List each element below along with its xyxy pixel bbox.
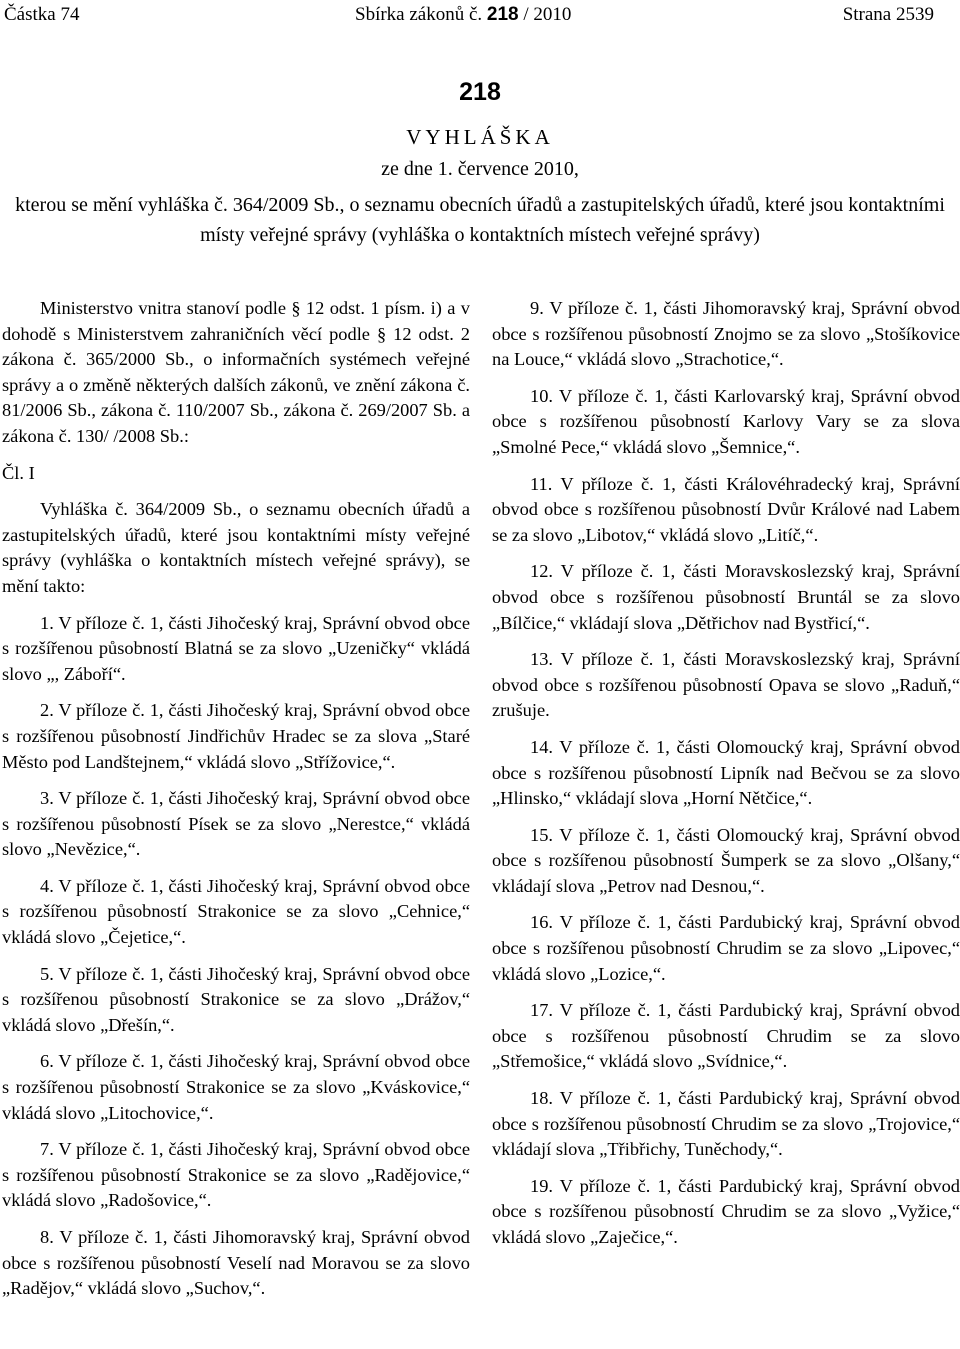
header-collection xyxy=(355,4,571,26)
left-column xyxy=(2,296,470,1313)
document-date: ze dne 1. července 2010, xyxy=(381,158,579,180)
amendment-item-1: 1. V příloze č. 1, části Jihočeský kraj, Správní obvod obce s rozšířenou působností Blatná se za slovo „Uzeničky“ vkládá slovo „, Záboří“. xyxy=(2,612,470,684)
amendment-item-13: 13. V příloze č. 1, části Moravskoslezský kraj, Správní obvod obce s rozšířenou působností Opava se slovo „Raduň,“ zrušuje. xyxy=(492,649,960,721)
amendment-item-3: 3. V příloze č. 1, části Jihočeský kraj, Správní obvod obce s rozšířenou působností Písek se za slovo „Nerestce,“ vkládá slovo „Nevězice,“. xyxy=(2,788,470,860)
header-page: Strana 2539 xyxy=(842,4,934,25)
amendment-item-10: 10. V příloze č. 1, části Karlovarský kraj, Správní obvod obce s rozšířenou působností Karlovy Vary se za slova „Smolné Pece,“ vkládá slovo „Šemnice,“. xyxy=(492,385,960,457)
intro-paragraph: Ministerstvo vnitra stanoví podle § 12 odst. 1 písm. i) a v dohodě s Ministerstvem zahraničních věcí podle § 12 odst. 2 zákona č. 365/2000 Sb., o informačních systémech veřejné správy a o změně některých dalších zákonů, ve znění zákona č. 81/2006 Sb., zákona č. 110/2007 Sb., zákona č. 269/2007 Sb. a zákona č. 130/ /2008 Sb.: xyxy=(2,298,470,446)
amendment-item-7: 7. V příloze č. 1, části Jihočeský kraj, Správní obvod obce s rozšířenou působností Strakonice se za slovo „Radějovice,“ vkládá slovo „Radošovice,“. xyxy=(2,1139,470,1211)
amendment-item-19: 19. V příloze č. 1, části Pardubický kraj, Správní obvod obce s rozšířenou působností Chrudim se za slovo „Vyžice,“ vkládá slovo „Zaječice,“. xyxy=(492,1175,960,1247)
amendment-item-4: 4. V příloze č. 1, části Jihočeský kraj, Správní obvod obce s rozšířenou působností Strakonice se za slovo „Cehnice,“ vkládá slovo „Čejetice,“. xyxy=(2,875,470,948)
document-number: 218 xyxy=(459,78,501,106)
amendment-item-17: 17. V příloze č. 1, části Pardubický kraj, Správní obvod obce s rozšířenou působností Chrudim se za slovo „Střemošice,“ vkládá slovo „Svídnice,“. xyxy=(492,1000,960,1072)
header-part: Částka 74 xyxy=(4,4,80,25)
amendment-item-14: 14. V příloze č. 1, části Olomoucký kraj, Správní obvod obce s rozšířenou působností Lipník nad Bečvou se za slovo „Hlinsko,“ vkládají slova „Horní Nětčice,“. xyxy=(492,736,960,809)
amendment-item-18: 18. V příloze č. 1, části Pardubický kraj, Správní obvod obce s rozšířenou působností Chrudim se za slovo „Trojovice,“ vkládají slova „Třibřichy, Tuněchody,“. xyxy=(492,1088,960,1160)
document-type: VYHLÁŠKA xyxy=(406,125,554,149)
header-collection-suffix: / 2010 xyxy=(518,4,572,25)
amendment-item-6: 6. V příloze č. 1, části Jihočeský kraj, Správní obvod obce s rozšířenou působností Strakonice se za slovo „Kváskovice,“ vkládá slovo „Litochovice,“. xyxy=(2,1051,470,1123)
amendment-item-16: 16. V příloze č. 1, části Pardubický kraj, Správní obvod obce s rozšířenou působností Chrudim se za slovo „Lipovec,“ vkládá slovo „Lozice,“. xyxy=(492,912,960,984)
document-subject: kterou se mění vyhláška č. 364/2009 Sb., o seznamu obecních úřadů a zastupitelských úřadů, které jsou kontaktními místy veřejné správy (vyhláška o kontaktních místech veřejné správy) xyxy=(15,194,945,246)
amendment-item-8: 8. V příloze č. 1, části Jihomoravský kraj, Správní obvod obce s rozšířenou působností Veselí nad Moravou se za slovo „Radějov,“ vkládá slovo „Suchov,“. xyxy=(2,1227,470,1299)
header-collection-number: 218 xyxy=(486,4,519,25)
amendment-item-12: 12. V příloze č. 1, části Moravskoslezský kraj, Správní obvod obce s rozšířenou působností Bruntál se za slovo „Bílčice,“ vkládají slova „Dětřichov nad Bystřicí,“. xyxy=(492,561,960,633)
article-title: Čl. I xyxy=(2,462,35,483)
article-lead: Vyhláška č. 364/2009 Sb., o seznamu obecních úřadů a zastupitelských úřadů, které jsou kontaktními místy veřejné správy (vyhláška o kontaktních místech veřejné správy), se mění takto: xyxy=(2,499,470,596)
amendment-item-2: 2. V příloze č. 1, části Jihočeský kraj, Správní obvod obce s rozšířenou působností Jindřichův Hradec se za slova „Staré Město pod Landštejnem,“ vkládá slovo „Střížovice,“. xyxy=(2,700,470,772)
amendment-item-11: 11. V příloze č. 1, části Královéhradecký kraj, Správní obvod obce s rozšířenou působností Dvůr Králové nad Labem se za slovo „Libotov,“ vkládá slovo „Litíč,“. xyxy=(492,473,960,545)
amendment-item-9: 9. V příloze č. 1, části Jihomoravský kraj, Správní obvod obce s rozšířenou působností Znojmo se za slovo „Stošíkovice na Louce,“ vkládá slovo „Strachotice,“. xyxy=(492,298,960,370)
amendment-item-5: 5. V příloze č. 1, části Jihočeský kraj, Správní obvod obce s rozšířenou působností Strakonice se za slovo „Drážov,“ vkládá slovo „Dřešín,“. xyxy=(2,963,470,1035)
right-column xyxy=(492,296,960,1262)
amendment-item-15: 15. V příloze č. 1, části Olomoucký kraj, Správní obvod obce s rozšířenou působností Šumperk se za slovo „Olšany,“ vkládají slova „Petrov nad Desnou,“. xyxy=(492,824,960,896)
page-header xyxy=(0,0,960,34)
header-collection-prefix: Sbírka zákonů č. xyxy=(355,4,483,25)
